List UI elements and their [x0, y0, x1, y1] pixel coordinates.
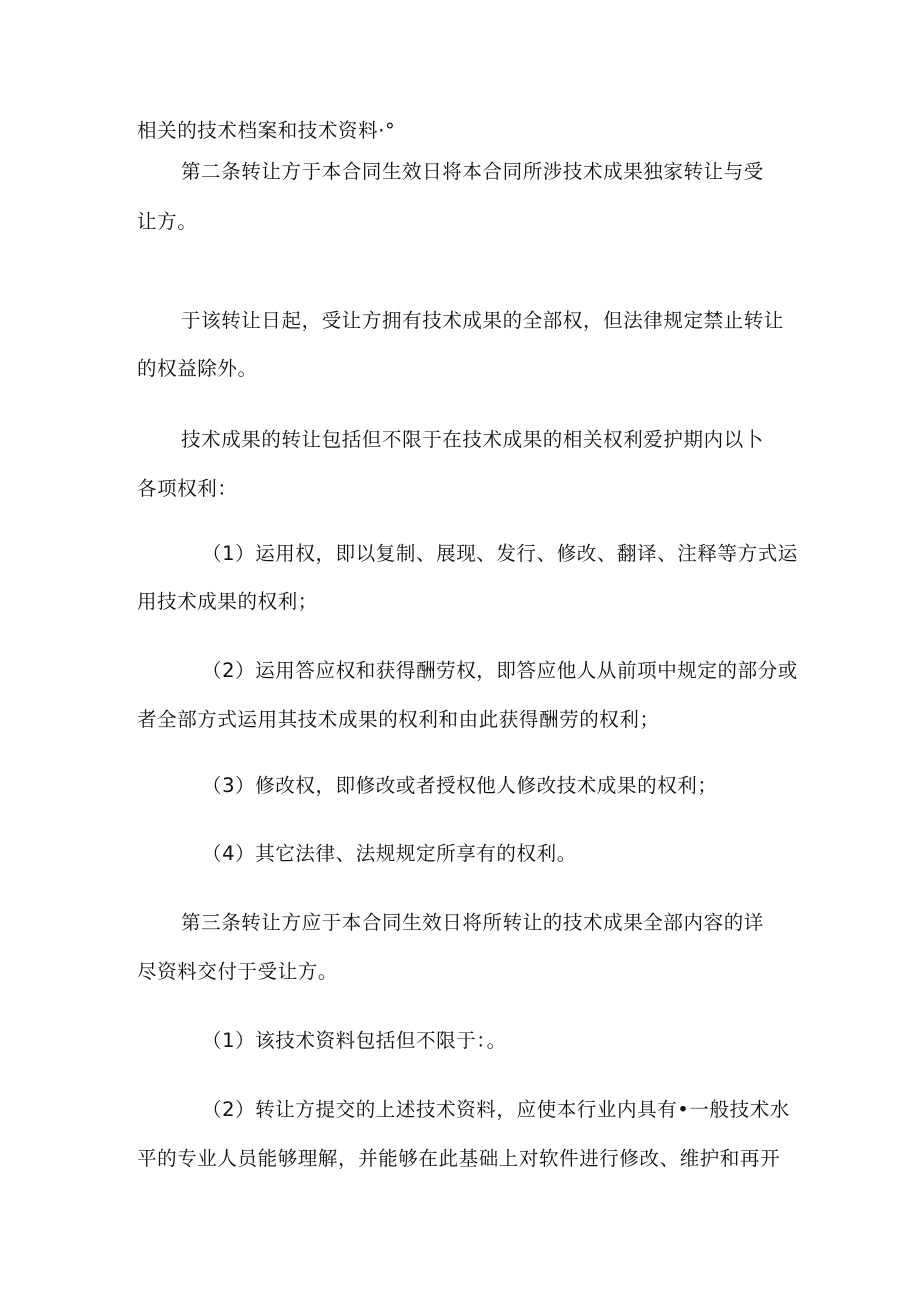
- item-3-line: （3）修改权，即修改或者授权他人修改技术成果的权利；: [202, 774, 718, 797]
- subitem-2-line-1: （2）转让方提交的上述技术资料，应使本行业内具有•一般技术水: [202, 1098, 790, 1121]
- article-2-line-1: 第二条转让方于本合同生效日将本合同所涉技术成果独家转让与受: [181, 160, 764, 183]
- item-1-line-1: （1）运用权，即以复制、展现、发行、修改、翻译、注释等方式运: [202, 542, 798, 565]
- article-3-line-2: 尽资料交付于受让方。: [137, 960, 339, 983]
- paragraph-line-1: 于该转让日起，受让方拥有技术成果的全部权，但法律规定禁止转让: [181, 309, 785, 332]
- item-2-line-2: 者全部方式运用其技术成果的权利和由此获得酬劳的权利；: [137, 708, 660, 731]
- article-2-line-2: 让方。: [137, 210, 198, 233]
- item-1-line-2: 用技术成果的权利；: [137, 590, 318, 613]
- item-4-line: （4）其它法律、法规规定所享有的权利。: [202, 842, 577, 865]
- item-2-line-1: （2）运用答应权和获得酬劳权，即答应他人从前项中规定的部分或: [202, 659, 798, 682]
- paragraph-line-3: 技术成果的转让包括但不限于在技术成果的相关权利爱护期内以卜: [181, 428, 764, 451]
- paragraph-line-4: 各项权利：: [137, 477, 238, 500]
- subitem-1-line: （1）该技术资料包括但不限于：。: [202, 1029, 507, 1052]
- text-line-1: 相关的技术档案和技术资料·°: [137, 119, 396, 142]
- article-3-line-1: 第三条转让方应于本合同生效日将所转让的技术成果全部内容的详: [181, 911, 764, 934]
- subitem-2-line-2: 平的专业人员能够理解，并能够在此基础上对软件进行修改、维护和再开: [137, 1147, 781, 1170]
- paragraph-line-2: 的权益除外。: [137, 357, 258, 380]
